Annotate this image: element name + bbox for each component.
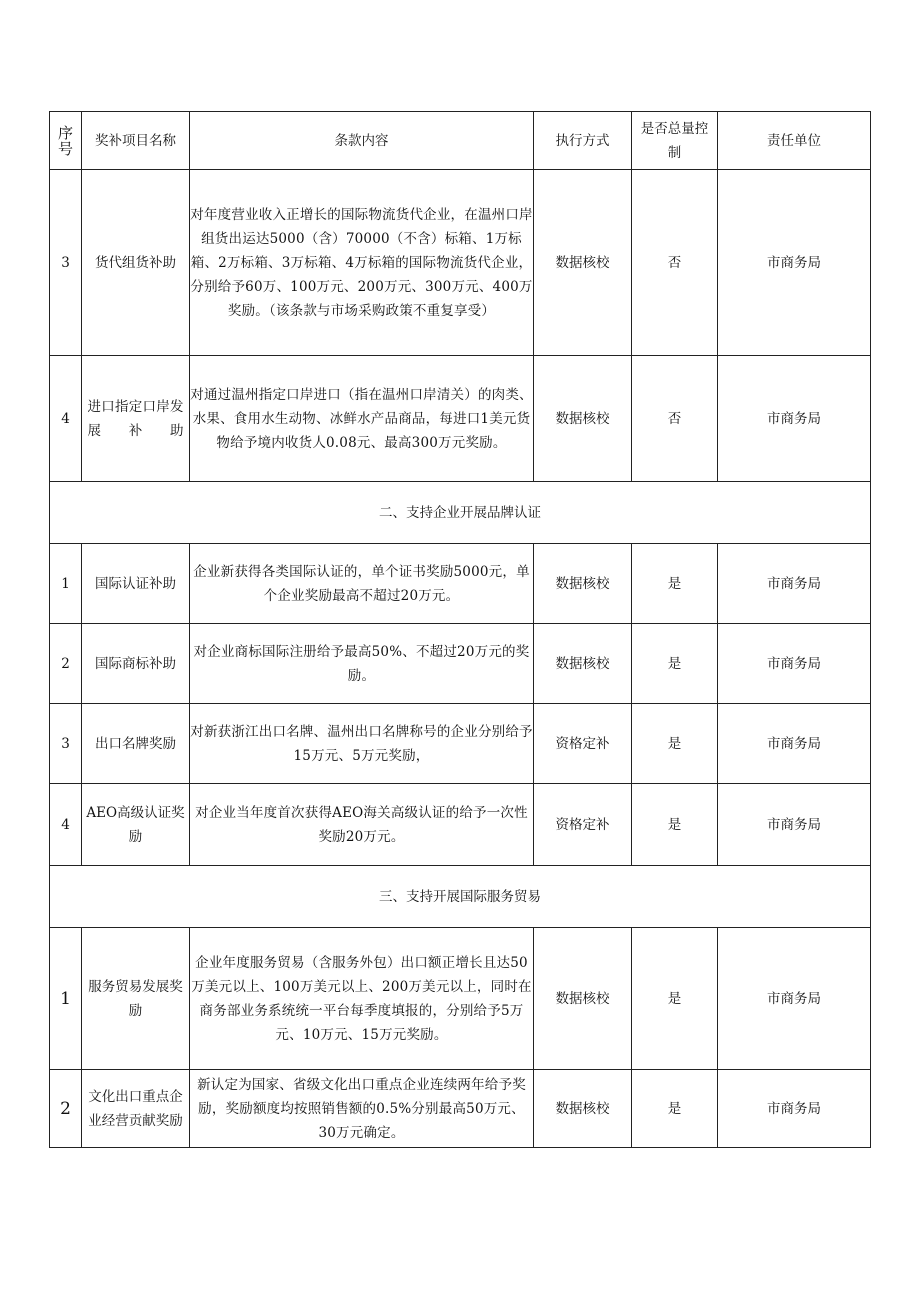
row-seq: 4 bbox=[50, 784, 82, 866]
row-method: 数据核校 bbox=[534, 624, 632, 704]
row-control: 是 bbox=[632, 784, 718, 866]
header-method: 执行方式 bbox=[534, 112, 632, 170]
row-seq: 2 bbox=[50, 624, 82, 704]
row-clause: 新认定为国家、省级文化出口重点企业连续两年给予奖励，奖励额度均按照销售额的0.5%分别最高50万元、30万元确定。 bbox=[190, 1070, 534, 1148]
row-control: 是 bbox=[632, 928, 718, 1070]
table-row bbox=[50, 356, 871, 482]
header-row bbox=[50, 112, 871, 170]
row-method: 资格定补 bbox=[534, 784, 632, 866]
table-row bbox=[50, 624, 871, 704]
row-clause: 对企业商标国际注册给予最高50%、不超过20万元的奖励。 bbox=[190, 624, 534, 704]
row-seq: 2 bbox=[50, 1070, 82, 1148]
row-unit: 市商务局 bbox=[718, 356, 871, 482]
table-row bbox=[50, 704, 871, 784]
section-title: 二、支持企业开展品牌认证 bbox=[50, 482, 871, 544]
row-unit: 市商务局 bbox=[718, 170, 871, 356]
row-method: 数据核校 bbox=[534, 170, 632, 356]
row-control: 否 bbox=[632, 170, 718, 356]
row-seq: 3 bbox=[50, 170, 82, 356]
row-clause: 对新获浙江出口名牌、温州出口名牌称号的企业分别给予15万元、5万元奖励， bbox=[190, 704, 534, 784]
table-row bbox=[50, 170, 871, 356]
row-unit: 市商务局 bbox=[718, 1070, 871, 1148]
row-name: 服务贸易发展奖励 bbox=[82, 928, 190, 1070]
row-seq: 1 bbox=[50, 544, 82, 624]
section-title: 三、支持开展国际服务贸易 bbox=[50, 866, 871, 928]
row-clause: 对年度营业收入正增长的国际物流货代企业，在温州口岸组货出运达5000（含）70000（不含）标箱、1万标箱、2万标箱、3万标箱、4万标箱的国际物流货代企业，分别给予60万、100万元、200万元、300万元、400万奖励。（该条款与市场采购政策不重复享受） bbox=[190, 170, 534, 356]
row-method: 数据核校 bbox=[534, 356, 632, 482]
header-unit: 责任单位 bbox=[718, 112, 871, 170]
row-clause: 对企业当年度首次获得AEO海关高级认证的给予一次性奖励20万元。 bbox=[190, 784, 534, 866]
row-name: 国际认证补助 bbox=[82, 544, 190, 624]
section-row bbox=[50, 482, 871, 544]
header-clause: 条款内容 bbox=[190, 112, 534, 170]
section-row bbox=[50, 866, 871, 928]
row-name: 货代组货补助 bbox=[82, 170, 190, 356]
row-control: 是 bbox=[632, 544, 718, 624]
row-seq: 1 bbox=[50, 928, 82, 1070]
header-name: 奖补项目名称 bbox=[82, 112, 190, 170]
row-seq: 4 bbox=[50, 356, 82, 482]
row-control: 是 bbox=[632, 704, 718, 784]
row-control: 否 bbox=[632, 356, 718, 482]
row-unit: 市商务局 bbox=[718, 624, 871, 704]
row-unit: 市商务局 bbox=[718, 544, 871, 624]
header-seq: 序号 bbox=[50, 112, 82, 170]
row-name: 进口指定口岸发展补助 bbox=[82, 356, 190, 482]
policy-table bbox=[49, 111, 871, 1148]
table-row bbox=[50, 544, 871, 624]
row-method: 资格定补 bbox=[534, 704, 632, 784]
row-clause: 企业年度服务贸易（含服务外包）出口额正增长且达50万美元以上、100万美元以上、200万美元以上，同时在商务部业务系统统一平台每季度填报的，分别给予5万元、10万元、15万元奖励。 bbox=[190, 928, 534, 1070]
row-control: 是 bbox=[632, 1070, 718, 1148]
header-control: 是否总量控制 bbox=[632, 112, 718, 170]
row-clause: 企业新获得各类国际认证的，单个证书奖励5000元，单个企业奖励最高不超过20万元。 bbox=[190, 544, 534, 624]
table-row bbox=[50, 1070, 871, 1148]
row-name: AEO高级认证奖励 bbox=[82, 784, 190, 866]
row-unit: 市商务局 bbox=[718, 704, 871, 784]
row-name: 国际商标补助 bbox=[82, 624, 190, 704]
row-control: 是 bbox=[632, 624, 718, 704]
table-row bbox=[50, 784, 871, 866]
row-unit: 市商务局 bbox=[718, 928, 871, 1070]
row-clause: 对通过温州指定口岸进口（指在温州口岸清关）的肉类、水果、食用水生动物、冰鲜水产品商品，每进口1美元货物给予境内收货人0.08元、最高300万元奖励。 bbox=[190, 356, 534, 482]
row-unit: 市商务局 bbox=[718, 784, 871, 866]
row-name: 文化出口重点企业经营贡献奖励 bbox=[82, 1070, 190, 1148]
row-method: 数据核校 bbox=[534, 544, 632, 624]
row-method: 数据核校 bbox=[534, 928, 632, 1070]
table-row bbox=[50, 928, 871, 1070]
row-method: 数据核校 bbox=[534, 1070, 632, 1148]
row-name: 出口名牌奖励 bbox=[82, 704, 190, 784]
row-seq: 3 bbox=[50, 704, 82, 784]
